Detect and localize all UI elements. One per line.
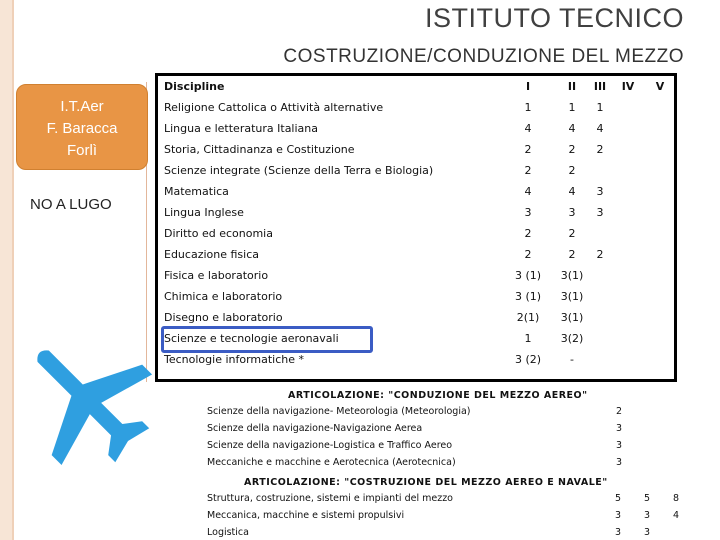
articolazione-2-year-4: 3 bbox=[644, 527, 651, 538]
subject-name: Disegno e laboratorio bbox=[164, 311, 283, 324]
year-1-hours: 3 (1) bbox=[514, 290, 542, 303]
articolazione-2-year-5: 8 bbox=[673, 493, 680, 504]
articolazione-1-subject: Meccaniche e macchine e Aerotecnica (Aerotecnica) bbox=[207, 457, 456, 468]
articolazione-2-heading: ARTICOLAZIONE: "COSTRUZIONE DEL MEZZO AEREO E NAVALE" bbox=[244, 477, 608, 488]
table-row bbox=[158, 203, 674, 224]
table-row bbox=[158, 161, 674, 182]
table-row bbox=[158, 245, 674, 266]
year-2-hours: 3(1) bbox=[560, 269, 584, 282]
subject-name: Matematica bbox=[164, 185, 229, 198]
year-2-hours: 1 bbox=[568, 101, 576, 114]
articolazione-2-year-3: 3 bbox=[615, 510, 622, 521]
articolazione-1-hours: 3 bbox=[616, 457, 623, 468]
table-header-row bbox=[158, 77, 674, 98]
year-1-hours: 3 (2) bbox=[514, 353, 542, 366]
articolazione-2-year-4: 5 bbox=[644, 493, 651, 504]
table-row bbox=[158, 287, 674, 308]
year-3-hours: 4 bbox=[596, 122, 604, 135]
year-1-hours: 2 bbox=[524, 248, 532, 261]
year-2-hours: 2 bbox=[568, 227, 576, 240]
header-year-1: I bbox=[525, 80, 531, 93]
table-row bbox=[158, 140, 674, 161]
year-1-hours: 4 bbox=[524, 185, 532, 198]
articolazione-2-year-5: 4 bbox=[673, 510, 680, 521]
articolazione-1-subject: Scienze della navigazione-Navigazione Aerea bbox=[207, 423, 423, 434]
articolazione-2-subject: Meccanica, macchine e sistemi propulsivi bbox=[207, 510, 405, 521]
left-edge-decoration bbox=[0, 0, 12, 540]
articolazione-2-subject: Struttura, costruzione, sistemi e impianti del mezzo bbox=[207, 493, 453, 504]
header-discipline: Discipline bbox=[164, 80, 225, 93]
header-year-3: III bbox=[593, 80, 607, 93]
articolazione-1-heading: ARTICOLAZIONE: "CONDUZIONE DEL MEZZO AEREO" bbox=[288, 390, 588, 401]
subjects-table bbox=[155, 73, 677, 382]
subject-name: Lingua e letteratura Italiana bbox=[164, 122, 318, 135]
year-3-hours: 2 bbox=[596, 248, 604, 261]
articolazione-1-subject: Scienze della navigazione- Meteorologia (Meteorologia) bbox=[207, 406, 471, 417]
year-2-hours: 2 bbox=[568, 143, 576, 156]
school-line-1: I.T.Aer bbox=[60, 98, 104, 115]
articolazione-2-year-4: 3 bbox=[644, 510, 651, 521]
table-row bbox=[158, 98, 674, 119]
school-badge bbox=[16, 84, 148, 170]
year-1-hours: 2 bbox=[524, 227, 532, 240]
year-1-hours: 2(1) bbox=[516, 311, 540, 324]
year-3-hours: 3 bbox=[596, 206, 604, 219]
articolazione-2-year-3: 3 bbox=[615, 527, 622, 538]
school-line-2: F. Baracca bbox=[46, 120, 118, 137]
year-1-hours: 1 bbox=[524, 101, 532, 114]
table-row bbox=[158, 350, 674, 371]
side-note: NO A LUGO bbox=[30, 196, 112, 213]
subject-name: Fisica e laboratorio bbox=[164, 269, 269, 282]
year-1-hours: 1 bbox=[524, 332, 532, 345]
year-2-hours: 3(1) bbox=[560, 290, 584, 303]
highlight-box bbox=[161, 326, 373, 353]
page-subtitle: COSTRUZIONE/CONDUZIONE DEL MEZZO bbox=[283, 46, 684, 67]
subject-name: Diritto ed economia bbox=[164, 227, 273, 240]
year-1-hours: 2 bbox=[524, 143, 532, 156]
subject-name: Religione Cattolica o Attività alternative bbox=[164, 101, 384, 114]
year-1-hours: 3 (1) bbox=[514, 269, 542, 282]
year-2-hours: 3(2) bbox=[560, 332, 584, 345]
year-3-hours: 2 bbox=[596, 143, 604, 156]
subject-name: Scienze e tecnologie aeronavali bbox=[164, 332, 339, 345]
articolazione-2-year-3: 5 bbox=[615, 493, 622, 504]
header-year-5: V bbox=[655, 80, 665, 93]
year-1-hours: 4 bbox=[524, 122, 532, 135]
header-year-4: IV bbox=[621, 80, 635, 93]
year-1-hours: 3 bbox=[524, 206, 532, 219]
year-3-hours: 1 bbox=[596, 101, 604, 114]
year-2-hours: - bbox=[570, 353, 574, 366]
year-1-hours: 2 bbox=[524, 164, 532, 177]
articolazione-1-subject: Scienze della navigazione-Logistica e Traffico Aereo bbox=[207, 440, 453, 451]
table-row bbox=[158, 224, 674, 245]
subject-name: Storia, Cittadinanza e Costituzione bbox=[164, 143, 355, 156]
subject-name: Tecnologie informatiche * bbox=[164, 353, 305, 366]
articolazione-1-hours: 3 bbox=[616, 440, 623, 451]
year-2-hours: 2 bbox=[568, 164, 576, 177]
subject-name: Lingua Inglese bbox=[164, 206, 244, 219]
subject-name: Scienze integrate (Scienze della Terra e Biologia) bbox=[164, 164, 434, 177]
table-row bbox=[158, 182, 674, 203]
subject-name: Chimica e laboratorio bbox=[164, 290, 283, 303]
airplane-icon bbox=[18, 330, 156, 470]
table-row bbox=[158, 266, 674, 287]
page-title: ISTITUTO TECNICO bbox=[424, 3, 684, 33]
year-2-hours: 4 bbox=[568, 185, 576, 198]
year-3-hours: 3 bbox=[596, 185, 604, 198]
subject-name: Educazione fisica bbox=[164, 248, 259, 261]
table-row bbox=[158, 119, 674, 140]
articolazione-1-hours: 2 bbox=[616, 406, 623, 417]
year-2-hours: 2 bbox=[568, 248, 576, 261]
year-2-hours: 3 bbox=[568, 206, 576, 219]
school-line-3: Forlì bbox=[67, 142, 97, 159]
year-2-hours: 3(1) bbox=[560, 311, 584, 324]
articolazione-1-hours: 3 bbox=[616, 423, 623, 434]
left-edge-line bbox=[12, 0, 14, 540]
articolazione-2-subject: Logistica bbox=[207, 527, 249, 538]
header-year-2: II bbox=[567, 80, 577, 93]
year-2-hours: 4 bbox=[568, 122, 576, 135]
